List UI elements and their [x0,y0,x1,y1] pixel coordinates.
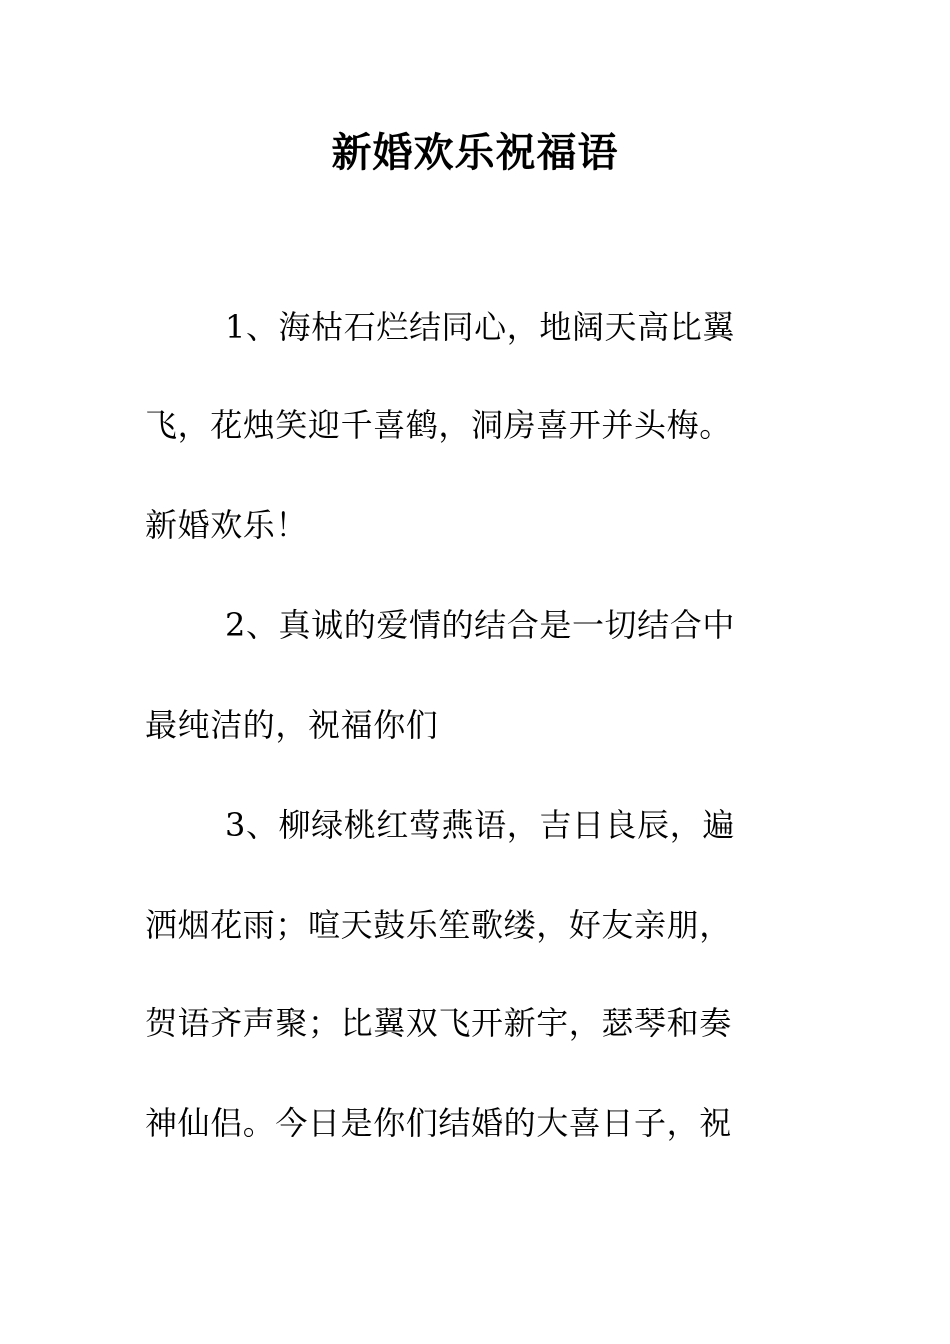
paragraph-1-line-2: 飞，花烛笑迎千喜鹤，洞房喜开并头梅。 [145,406,732,444]
paragraph-3-line-3: 贺语齐声聚；比翼双飞开新宇，瑟琴和奏 [145,1004,732,1042]
page-title: 新婚欢乐祝福语 [331,130,619,176]
paragraph-3-line-2: 洒烟花雨；喧天鼓乐笙歌缕，好友亲朋， [145,906,732,944]
paragraph-3-line-4: 神仙侣。今日是你们结婚的大喜日子，祝 [145,1104,732,1142]
paragraph-2-line-2: 最纯洁的，祝福你们 [145,706,439,744]
paragraph-1-line-3: 新婚欢乐！ [145,506,309,544]
paragraph-2-line-1: 2、真诚的爱情的结合是一切结合中 [225,606,735,644]
paragraph-3-line-1: 3、柳绿桃红莺燕语，吉日良辰，遍 [225,806,735,844]
paragraph-1-line-1: 1、海枯石烂结同心，地阔天高比翼 [225,308,735,346]
